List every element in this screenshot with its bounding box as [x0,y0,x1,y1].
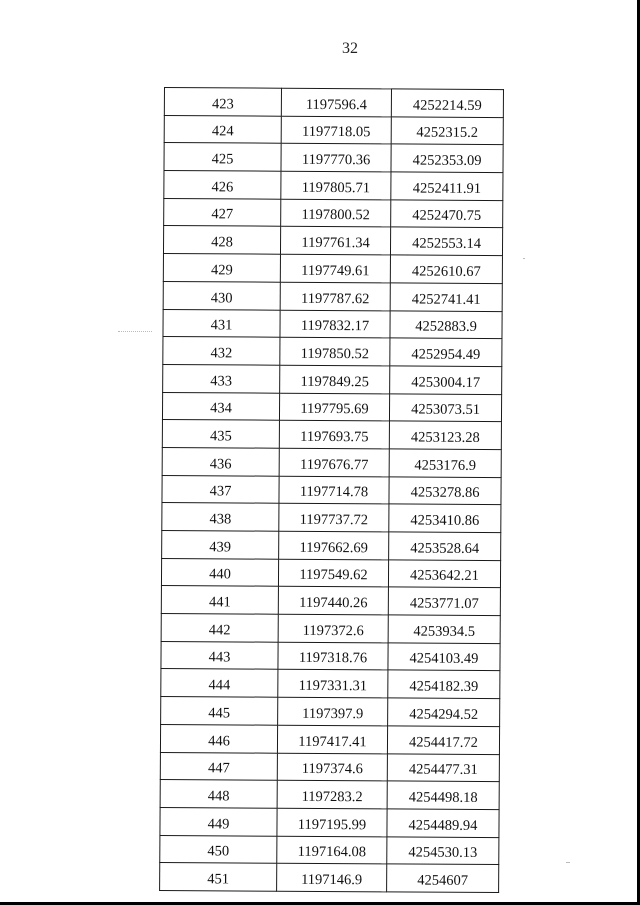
y-coordinate-cell: 4254530.13 [387,836,499,864]
table-row [161,697,500,727]
y-coordinate-cell: 4253123.28 [389,421,501,449]
x-coordinate-cell: 1197440.26 [278,587,388,615]
x-coordinate-cell: 1197805.71 [281,171,391,199]
table-row [160,780,499,810]
y-coordinate-cell: 4252553.14 [390,227,502,255]
y-coordinate-cell: 4253771.07 [388,587,500,615]
point-number-cell: 440 [161,558,278,586]
table-row [162,530,501,560]
y-coordinate-cell: 4254294.52 [388,698,500,726]
x-coordinate-cell: 1197397.9 [278,697,388,725]
y-coordinate-cell: 4254498.18 [387,781,499,809]
table-row [164,171,503,201]
point-number-cell: 434 [162,392,279,420]
point-number-cell: 428 [163,226,280,254]
y-coordinate-cell: 4253934.5 [388,615,500,643]
x-coordinate-cell: 1197849.25 [280,365,390,393]
x-coordinate-cell: 1197164.08 [277,836,387,864]
x-coordinate-cell: 1197749.61 [280,254,390,282]
table-row [163,254,502,284]
x-coordinate-cell: 1197761.34 [280,227,390,255]
x-coordinate-cell: 1197331.31 [278,670,388,698]
point-number-cell: 446 [160,724,277,752]
point-number-cell: 449 [160,807,277,835]
x-coordinate-cell: 1197800.52 [281,199,391,227]
x-coordinate-cell: 1197795.69 [279,393,389,421]
table-row [160,724,499,754]
y-coordinate-cell: 4253278.86 [389,477,501,505]
table-row [161,614,500,644]
table-row [160,835,499,865]
y-coordinate-cell: 4253176.9 [389,449,501,477]
table-row [163,309,502,339]
point-number-cell: 429 [163,254,280,282]
point-number-cell: 438 [162,503,279,531]
x-coordinate-cell: 1197850.52 [280,337,390,365]
x-coordinate-cell: 1197693.75 [279,420,389,448]
x-coordinate-cell: 1197676.77 [279,448,389,476]
point-number-cell: 447 [160,752,277,780]
scan-speck [523,258,525,259]
table-row [164,143,503,173]
point-number-cell: 435 [162,420,279,448]
table-row [161,641,500,671]
point-number-cell: 431 [163,309,280,337]
point-number-cell: 450 [160,835,277,863]
x-coordinate-cell: 1197714.78 [279,476,389,504]
table-row [160,807,499,837]
x-coordinate-cell: 1197737.72 [279,504,389,532]
point-number-cell: 443 [161,641,278,669]
point-number-cell: 432 [163,337,280,365]
x-coordinate-cell: 1197596.4 [281,88,391,116]
y-coordinate-cell: 4254489.94 [387,809,499,837]
table-row [160,863,499,893]
table-row [161,586,500,616]
x-coordinate-cell: 1197770.36 [281,144,391,172]
table-row [163,364,502,394]
x-coordinate-cell: 1197195.99 [277,808,387,836]
x-coordinate-cell: 1197787.62 [280,282,390,310]
point-number-cell: 425 [164,143,281,171]
y-coordinate-cell: 4254607 [387,864,499,892]
table-row [161,558,500,588]
y-coordinate-cell: 4253528.64 [389,532,501,560]
table-row [164,88,503,118]
y-coordinate-cell: 4252315.2 [391,117,503,145]
x-coordinate-cell: 1197832.17 [280,310,390,338]
table-row [163,281,502,311]
point-number-cell: 437 [162,475,279,503]
y-coordinate-cell: 4252883.9 [390,310,502,338]
table-row [162,503,501,533]
y-coordinate-cell: 4254417.72 [387,726,499,754]
x-coordinate-cell: 1197417.41 [277,725,387,753]
x-coordinate-cell: 1197283.2 [277,780,387,808]
y-coordinate-cell: 4252214.59 [391,89,503,117]
y-coordinate-cell: 4254103.49 [388,643,500,671]
table-row [162,392,501,422]
x-coordinate-cell: 1197146.9 [277,863,387,891]
point-number-cell: 439 [162,530,279,558]
table-row [161,669,500,699]
point-number-cell: 445 [161,697,278,725]
y-coordinate-cell: 4252411.91 [391,172,503,200]
point-number-cell: 442 [161,614,278,642]
coordinates-table-body [160,88,504,893]
point-number-cell: 427 [164,198,281,226]
x-coordinate-cell: 1197318.76 [278,642,388,670]
table-row [162,475,501,505]
y-coordinate-cell: 4253073.51 [389,393,501,421]
y-coordinate-cell: 4252353.09 [391,144,503,172]
table-row [162,420,501,450]
table-row [164,115,503,145]
table-row [160,752,499,782]
point-number-cell: 444 [161,669,278,697]
point-number-cell: 430 [163,281,280,309]
x-coordinate-cell: 1197718.05 [281,116,391,144]
coordinates-table-container [159,87,504,893]
point-number-cell: 426 [164,171,281,199]
y-coordinate-cell: 4252610.67 [390,255,502,283]
point-number-cell: 424 [164,115,281,143]
x-coordinate-cell: 1197662.69 [279,531,389,559]
y-coordinate-cell: 4253642.21 [388,560,500,588]
y-coordinate-cell: 4253410.86 [389,504,501,532]
point-number-cell: 448 [160,780,277,808]
table-row [163,226,502,256]
y-coordinate-cell: 4253004.17 [390,366,502,394]
point-number-cell: 441 [161,586,278,614]
y-coordinate-cell: 4254182.39 [388,670,500,698]
table-row [163,337,502,367]
y-coordinate-cell: 4252954.49 [390,338,502,366]
x-coordinate-cell: 1197372.6 [278,614,388,642]
table-row [164,198,503,228]
table-row [162,447,501,477]
point-number-cell: 451 [160,863,277,891]
point-number-cell: 423 [164,88,281,116]
y-coordinate-cell: 4254477.31 [387,753,499,781]
coordinates-table [159,87,504,893]
point-number-cell: 433 [163,364,280,392]
scan-speck [118,331,152,333]
point-number-cell: 436 [162,447,279,475]
x-coordinate-cell: 1197549.62 [278,559,388,587]
page-number: 32 [342,40,358,57]
scan-speck [566,862,570,863]
x-coordinate-cell: 1197374.6 [277,753,387,781]
y-coordinate-cell: 4252741.41 [390,283,502,311]
y-coordinate-cell: 4252470.75 [391,200,503,228]
